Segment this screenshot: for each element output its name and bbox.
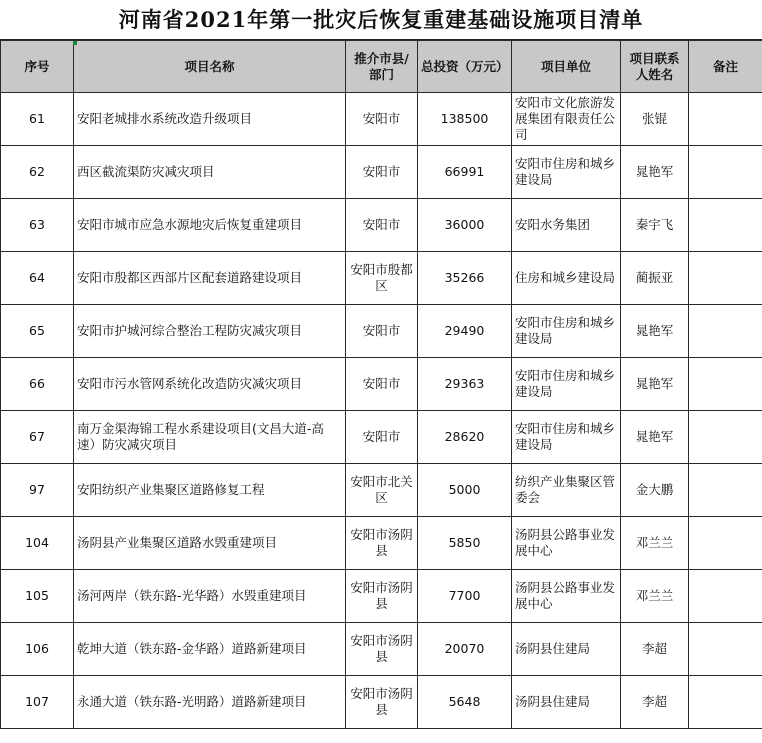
table-row — [1, 305, 762, 358]
header-contact[interactable]: 项目联系人姓名 — [621, 41, 689, 93]
cell-remark[interactable] — [689, 411, 762, 464]
cell-name[interactable]: 西区截流渠防灾减灾项目 — [74, 146, 346, 199]
cell-remark[interactable] — [689, 464, 762, 517]
cell-seq[interactable]: 105 — [1, 570, 74, 623]
cell-remark[interactable] — [689, 676, 762, 729]
cell-remark[interactable] — [689, 93, 762, 146]
cell-unit[interactable]: 安阳市住房和城乡建设局 — [512, 146, 621, 199]
cell-city[interactable]: 安阳市 — [346, 358, 418, 411]
cell-contact[interactable]: 李超 — [621, 623, 689, 676]
cell-investment[interactable]: 5850 — [418, 517, 512, 570]
cell-city[interactable]: 安阳市 — [346, 411, 418, 464]
cell-remark[interactable] — [689, 570, 762, 623]
cell-seq[interactable]: 63 — [1, 199, 74, 252]
cell-city[interactable]: 安阳市殷都区 — [346, 252, 418, 305]
cell-name[interactable]: 安阳市城市应急水源地灾后恢复重建项目 — [74, 199, 346, 252]
cell-unit[interactable]: 安阳水务集团 — [512, 199, 621, 252]
cell-contact[interactable]: 晁艳军 — [621, 146, 689, 199]
cell-remark[interactable] — [689, 252, 762, 305]
cell-name[interactable]: 安阳老城排水系统改造升级项目 — [74, 93, 346, 146]
cell-investment[interactable]: 20070 — [418, 623, 512, 676]
cell-investment[interactable]: 5000 — [418, 464, 512, 517]
page-title: 河南省2021年第一批灾后恢复重建基础设施项目清单 — [0, 0, 762, 40]
cell-city[interactable]: 安阳市 — [346, 146, 418, 199]
cell-remark[interactable] — [689, 517, 762, 570]
cell-unit[interactable]: 安阳市住房和城乡建设局 — [512, 411, 621, 464]
cell-remark[interactable] — [689, 199, 762, 252]
table-row — [1, 358, 762, 411]
cell-unit[interactable]: 安阳市文化旅游发展集团有限责任公司 — [512, 93, 621, 146]
header-row — [1, 41, 762, 93]
cell-investment[interactable]: 138500 — [418, 93, 512, 146]
cell-investment[interactable]: 5648 — [418, 676, 512, 729]
cell-contact[interactable]: 蔺振亚 — [621, 252, 689, 305]
cell-investment[interactable]: 35266 — [418, 252, 512, 305]
cell-seq[interactable]: 65 — [1, 305, 74, 358]
cell-remark[interactable] — [689, 305, 762, 358]
cell-city[interactable]: 安阳市汤阴县 — [346, 570, 418, 623]
table-row — [1, 411, 762, 464]
cell-seq[interactable]: 61 — [1, 93, 74, 146]
cell-unit[interactable]: 汤阴县住建局 — [512, 623, 621, 676]
table-row — [1, 199, 762, 252]
cell-unit[interactable]: 汤阴县住建局 — [512, 676, 621, 729]
cell-name[interactable]: 安阳市殷都区西部片区配套道路建设项目 — [74, 252, 346, 305]
header-city[interactable]: 推介市县/部门 — [346, 41, 418, 93]
cell-city[interactable]: 安阳市汤阴县 — [346, 517, 418, 570]
cell-remark[interactable] — [689, 146, 762, 199]
cell-name[interactable]: 汤阴县产业集聚区道路水毁重建项目 — [74, 517, 346, 570]
header-seq[interactable]: 序号 — [1, 41, 74, 93]
header-remark[interactable]: 备注 — [689, 41, 762, 93]
cell-seq[interactable]: 67 — [1, 411, 74, 464]
cell-comment-marker — [73, 41, 77, 45]
cell-seq[interactable]: 64 — [1, 252, 74, 305]
cell-contact[interactable]: 晁艳军 — [621, 358, 689, 411]
cell-name[interactable]: 汤河两岸（铁东路-光华路）水毁重建项目 — [74, 570, 346, 623]
cell-contact[interactable]: 张锟 — [621, 93, 689, 146]
cell-seq[interactable]: 104 — [1, 517, 74, 570]
cell-city[interactable]: 安阳市汤阴县 — [346, 676, 418, 729]
header-unit[interactable]: 项目单位 — [512, 41, 621, 93]
table-row — [1, 252, 762, 305]
cell-city[interactable]: 安阳市 — [346, 93, 418, 146]
cell-name[interactable]: 安阳市护城河综合整治工程防灾减灾项目 — [74, 305, 346, 358]
table-row — [1, 464, 762, 517]
project-table — [0, 40, 762, 729]
cell-investment[interactable]: 7700 — [418, 570, 512, 623]
cell-unit[interactable]: 纺织产业集聚区管委会 — [512, 464, 621, 517]
table-row — [1, 570, 762, 623]
cell-seq[interactable]: 106 — [1, 623, 74, 676]
cell-investment[interactable]: 66991 — [418, 146, 512, 199]
cell-remark[interactable] — [689, 358, 762, 411]
table-row — [1, 676, 762, 729]
cell-name[interactable]: 乾坤大道（铁东路-金华路）道路新建项目 — [74, 623, 346, 676]
cell-remark[interactable] — [689, 623, 762, 676]
table-row — [1, 146, 762, 199]
header-investment[interactable]: 总投资（万元） — [418, 41, 512, 93]
cell-contact[interactable]: 邓兰兰 — [621, 517, 689, 570]
cell-contact[interactable]: 金大鹏 — [621, 464, 689, 517]
cell-name[interactable]: 南万金渠海锦工程水系建设项目(文昌大道-高速）防灾减灾项目 — [74, 411, 346, 464]
table-row — [1, 93, 762, 146]
cell-contact[interactable]: 邓兰兰 — [621, 570, 689, 623]
cell-city[interactable]: 安阳市北关区 — [346, 464, 418, 517]
cell-name[interactable]: 安阳纺织产业集聚区道路修复工程 — [74, 464, 346, 517]
cell-seq[interactable]: 62 — [1, 146, 74, 199]
cell-unit[interactable]: 汤阴县公路事业发展中心 — [512, 570, 621, 623]
cell-investment[interactable]: 29363 — [418, 358, 512, 411]
cell-contact[interactable]: 晁艳军 — [621, 305, 689, 358]
cell-city[interactable]: 安阳市 — [346, 199, 418, 252]
cell-city[interactable]: 安阳市 — [346, 305, 418, 358]
cell-contact[interactable]: 晁艳军 — [621, 411, 689, 464]
cell-seq[interactable]: 107 — [1, 676, 74, 729]
cell-unit[interactable]: 汤阴县公路事业发展中心 — [512, 517, 621, 570]
cell-contact[interactable]: 秦宇飞 — [621, 199, 689, 252]
table-row — [1, 623, 762, 676]
cell-investment[interactable]: 28620 — [418, 411, 512, 464]
cell-city[interactable]: 安阳市汤阴县 — [346, 623, 418, 676]
cell-investment[interactable]: 36000 — [418, 199, 512, 252]
cell-name[interactable]: 安阳市污水管网系统化改造防灾减灾项目 — [74, 358, 346, 411]
header-name[interactable]: 项目名称 — [74, 41, 346, 93]
cell-seq[interactable]: 66 — [1, 358, 74, 411]
cell-investment[interactable]: 29490 — [418, 305, 512, 358]
cell-contact[interactable]: 李超 — [621, 676, 689, 729]
cell-unit[interactable]: 安阳市住房和城乡建设局 — [512, 358, 621, 411]
table-row — [1, 517, 762, 570]
cell-unit[interactable]: 住房和城乡建设局 — [512, 252, 621, 305]
cell-name[interactable]: 永通大道（铁东路-光明路）道路新建项目 — [74, 676, 346, 729]
cell-seq[interactable]: 97 — [1, 464, 74, 517]
cell-unit[interactable]: 安阳市住房和城乡建设局 — [512, 305, 621, 358]
